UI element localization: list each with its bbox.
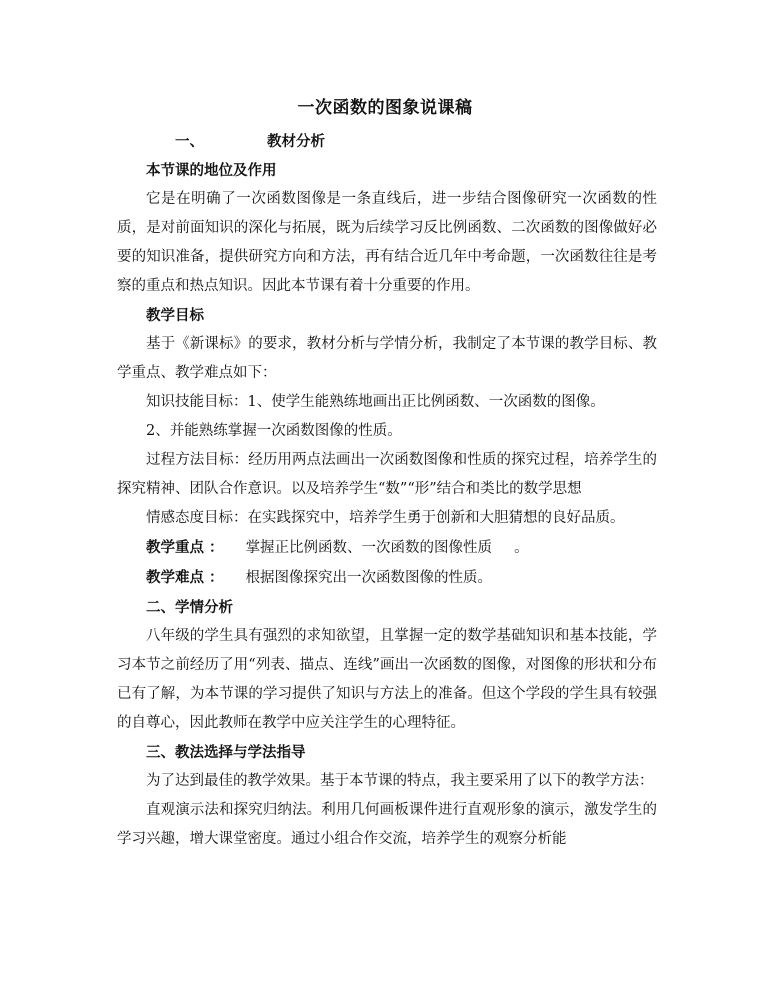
section-heading-1 <box>117 127 657 156</box>
paragraph-students: 八年级的学生具有强烈的求知欲望，且掌握一定的数学基础知识和基本技能，学习本节之前经历了用“列表、描点、连线”画出一次函数的图像，对图像的形状和分布已有了解，为本节课的学习提供了知识与方法上的准备。但这个学段的学生具有较强的自尊心，因此教师在教学中应关注学生的心理特征。 <box>117 628 657 731</box>
paragraph-knowledge-2: 2、并能熟练掌握一次函数图像的性质。 <box>146 423 402 439</box>
paragraph-process: 过程方法目标：经历用两点法画出一次函数图像和性质的探究过程，培养学生的探究精神、团队合作意识。以及培养学生“数”“形”结合和类比的数学思想 <box>117 452 657 497</box>
paragraph-intuitive: 直观演示法和探究归纳法。利用几何画板课件进行直观形象的演示，激发学生的学习兴趣，增大课堂密度。通过小组合作交流，培养学生的观察分析能 <box>117 802 657 847</box>
section-number: 一、 <box>175 133 204 150</box>
section-heading-2: 二、学情分析 <box>146 599 233 616</box>
key-point-text: 掌握正比例函数、一次函数的图像性质 <box>245 540 493 556</box>
paragraph-methods: 为了达到最佳的教学效果。基于本节课的特点，我主要采用了以下的教学方法： <box>146 773 654 789</box>
subheading-goals: 教学目标 <box>146 307 204 324</box>
subheading-position: 本节课的地位及作用 <box>146 162 277 179</box>
key-point-line <box>117 533 657 563</box>
difficulty-text: 根据图像探究出一次函数图像的性质。 <box>245 570 493 586</box>
paragraph-emotion: 情感态度目标：在实践探究中，培养学生勇于创新和大胆猜想的良好品质。 <box>146 510 625 526</box>
section-label: 教材分析 <box>267 133 325 150</box>
difficulty-label: 教学难点 ： <box>146 569 224 586</box>
key-point-end: 。 <box>514 540 529 556</box>
paragraph-position: 它是在明确了一次函数图像是一条直线后，进一步结合图像研究一次函数的性质，是对前面知识的深化与拓展，既为后续学习反比例函数、二次函数的图像做好必要的知识准备，提供研究方向和方法，再有结合近几年中考命题，一次函数往往是考察的重点和热点知识。因此本节课有着十分重要的作用。 <box>117 191 657 294</box>
document-title: 一次函数的图象说课稿 <box>297 98 473 118</box>
paragraph-goals: 基于《新课标》的要求，教材分析与学情分析，我制定了本节课的教学目标、教学重点、教学难点如下： <box>117 336 657 381</box>
difficulty-line <box>117 563 657 593</box>
key-point-label: 教学重点 ： <box>146 539 224 556</box>
document-body <box>117 127 657 854</box>
paragraph-knowledge-1: 知识技能目标：1、使学生能熟练地画出正比例函数、一次函数的图像。 <box>146 394 605 410</box>
section-heading-3: 三、教法选择与学法指导 <box>146 744 306 761</box>
